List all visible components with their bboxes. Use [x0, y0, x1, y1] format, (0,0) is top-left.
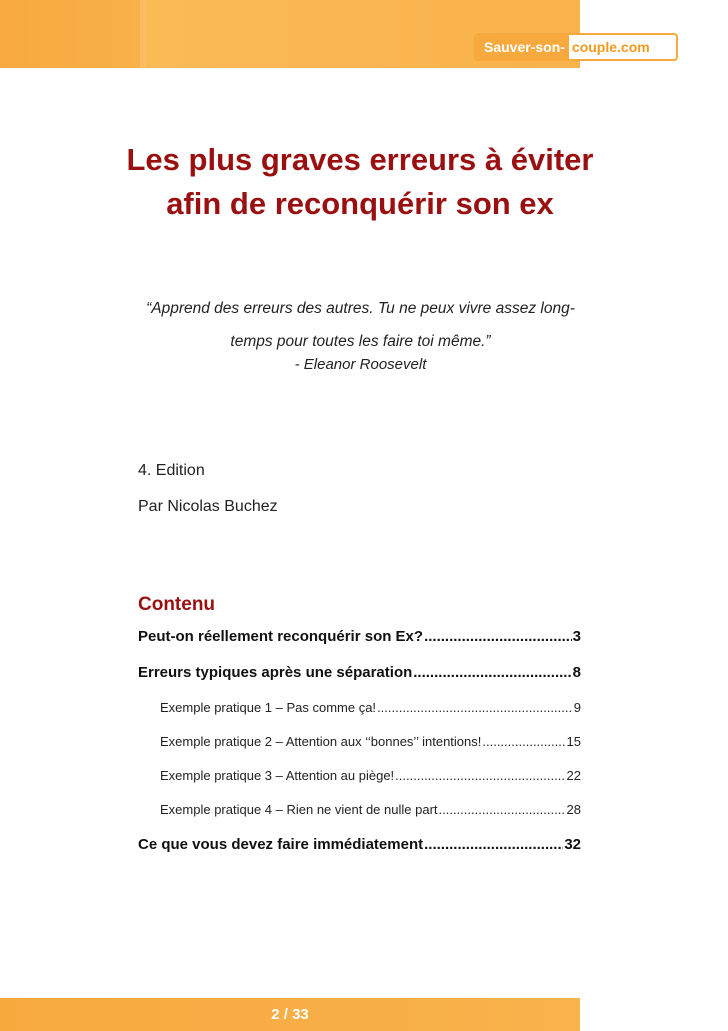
toc-dot-leader [395, 768, 565, 783]
toc-entry-label: Exemple pratique 1 – Pas comme ça! [160, 700, 377, 715]
toc-dot-leader [424, 628, 572, 645]
toc-entry-page: 8 [572, 664, 581, 681]
toc-entry-label: Exemple pratique 4 – Rien ne vient de nulle part [160, 802, 438, 817]
toc-entry[interactable] [138, 628, 581, 654]
toc-entry-page: 32 [564, 836, 581, 853]
toc-entry-page: 3 [572, 628, 581, 645]
toc-entry-page: 22 [566, 768, 581, 783]
epigraph-quote [138, 292, 583, 358]
author-byline: Par Nicolas Buchez [138, 498, 278, 515]
quote-author: - Eleanor Roosevelt [294, 356, 427, 373]
toc-entry-page: 9 [573, 700, 581, 715]
table-of-contents [138, 628, 581, 872]
document-title-line1: Les plus graves erreurs à éviter [126, 142, 594, 177]
toc-entry-page: 15 [566, 734, 581, 749]
toc-dot-leader [482, 734, 565, 749]
toc-entry[interactable] [138, 836, 581, 862]
quote-line2: temps pour toutes les faire toi même.” [230, 333, 491, 350]
toc-entry[interactable] [138, 664, 581, 690]
toc-entry[interactable] [138, 700, 581, 723]
brand-logo-part1: Sauver-son- [476, 35, 569, 59]
toc-entry-label: Peut-on réellement reconquérir son Ex? [138, 628, 424, 645]
toc-entry-label: Exemple pratique 3 – Attention au piège! [160, 768, 395, 783]
toc-entry-label: Exemple pratique 2 – Attention aux ‘‘bonnes’’ intentions! [160, 734, 482, 749]
document-title [60, 138, 660, 226]
edition-label: 4. Edition [138, 462, 205, 479]
toc-dot-leader [377, 700, 573, 715]
toc-entry-label: Erreurs typiques après une séparation [138, 664, 413, 681]
toc-entry[interactable] [138, 734, 581, 757]
toc-dot-leader [424, 836, 563, 853]
brand-logo-part2: couple.com [571, 39, 650, 55]
quote-line1: “Apprend des erreurs des autres. Tu ne peux vivre assez long- [146, 300, 575, 317]
toc-entry-label: Ce que vous devez faire immédiatement [138, 836, 424, 853]
toc-entry-page: 28 [566, 802, 581, 817]
toc-dot-leader [413, 664, 571, 681]
toc-entry[interactable] [138, 802, 581, 825]
header-band-seam [140, 0, 146, 68]
toc-dot-leader [439, 802, 566, 817]
toc-heading: Contenu [138, 594, 216, 615]
page-indicator: 2 / 33 [271, 1006, 309, 1023]
document-title-line2: afin de reconquérir son ex [166, 186, 554, 221]
toc-entry[interactable] [138, 768, 581, 791]
brand-logo [474, 33, 678, 61]
